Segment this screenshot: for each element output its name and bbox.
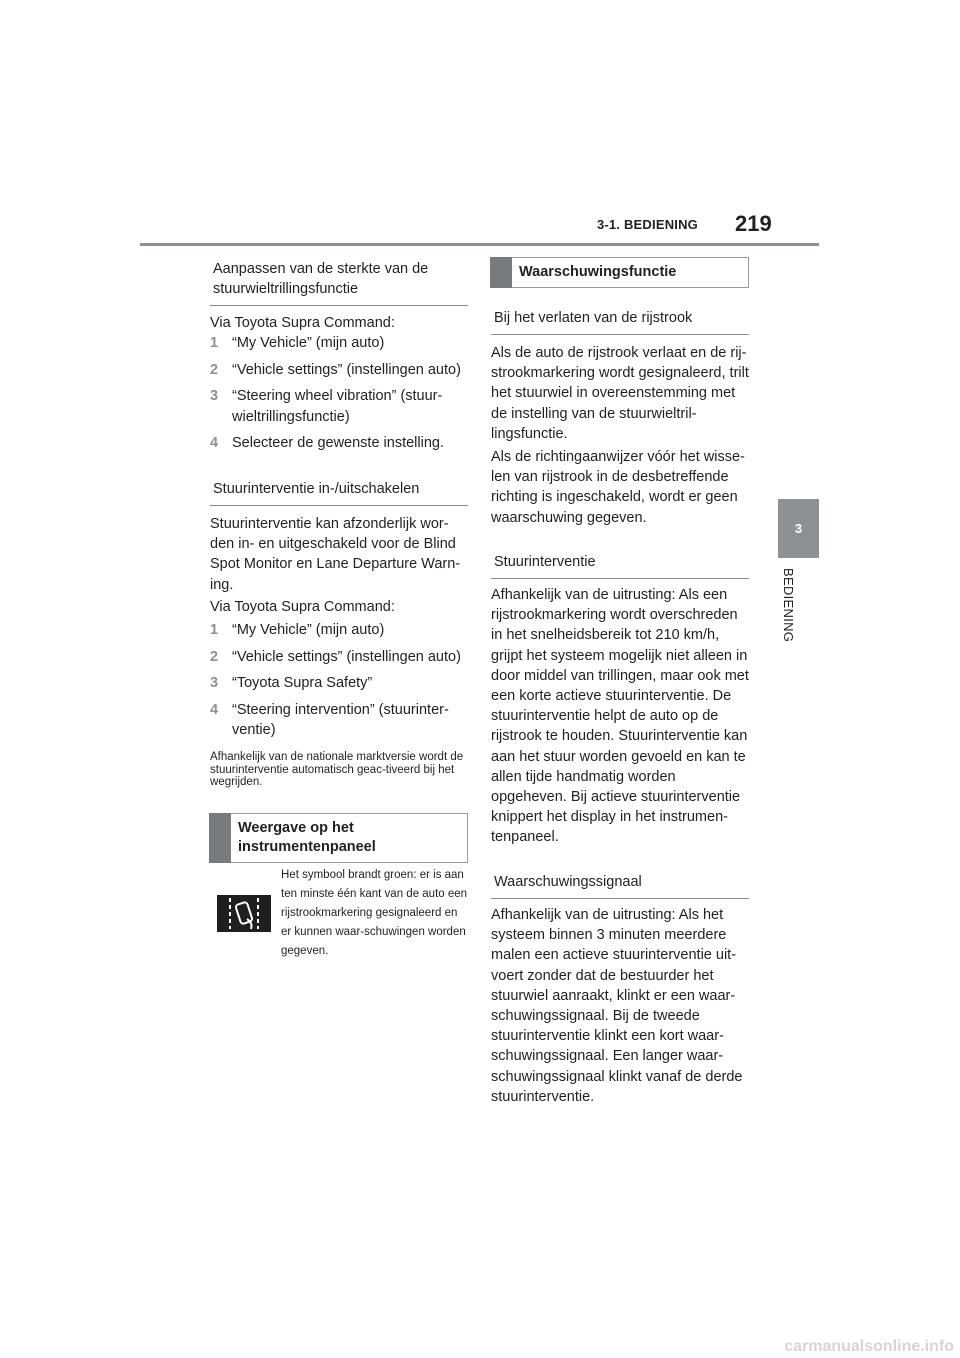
market-note: Afhankelijk van de nationale marktversie wordt de stuurinterventie automatisch geac-tiveerd bij het wegrijden. bbox=[210, 751, 464, 788]
intervention-heading: Stuurinterventie in-/uitschakelen bbox=[210, 479, 468, 506]
list-item: 4 Selecteer de gewenste instelling. bbox=[210, 435, 444, 452]
list-item: 2 “Vehicle settings” (instellingen auto) bbox=[210, 361, 461, 378]
list-item: 2 “Vehicle settings” (instellingen auto) bbox=[210, 648, 461, 665]
list-item: 1 “My Vehicle” (mijn auto) bbox=[210, 622, 385, 638]
heading-bar bbox=[209, 813, 231, 863]
warning-signal-heading: Waarschuwingssignaal bbox=[491, 872, 749, 899]
watermark: carmanualsonline.info bbox=[784, 1338, 954, 1355]
leaving-paragraph-2: Als de richtingaanwijzer vóór het wisse-len van rijstrook in de desbetreffende richting is ingeschakeld, wordt er geen waarschuwing gegeven. bbox=[491, 449, 745, 526]
list-item: 1 “My Vehicle” (mijn auto) bbox=[210, 335, 385, 351]
leaving-paragraph-1: Als de auto de rijstrook verlaat en de rij-strookmarkering wordt gesignaleerd, trilt het stuurwiel in overeenstemming met de instelling van de stuurwieltril-lingsfunctie. bbox=[491, 345, 749, 442]
steps-list-2 bbox=[210, 620, 470, 747]
vibration-heading: Aanpassen van de sterkte van de stuurwieltrillingsfunctie bbox=[210, 259, 468, 306]
leaving-lane-heading: Bij het verlaten van de rijstrook bbox=[491, 308, 749, 335]
warning-heading: Waarschuwingsfunctie bbox=[490, 257, 749, 288]
via-command-2: Via Toyota Supra Command: bbox=[210, 599, 395, 615]
list-item: 4 “Steering intervention” (stuurinter-ventie) bbox=[210, 702, 449, 739]
chapter-title: BEDIENING bbox=[781, 568, 796, 643]
header-rule bbox=[140, 243, 819, 246]
steering-paragraph: Afhankelijk van de uitrusting: Als een rijstrookmarkering wordt overschreden in het snelheidsbereik tot 210 km/h, grijpt het systeem mogelijk niet alleen in door middel van trillingen, maar ook met een korte actieve stuurinterventie. De stuurinterventie helpt de auto op de rijstrook te houden. Stuurinterventie kan aan het stuur worden gevoeld en kan te allen tijde handmatig worden opgeheven. Bij actieve stuurinterventie knippert het display in het instrumen-tenpaneel. bbox=[491, 587, 749, 846]
via-command-1: Via Toyota Supra Command: bbox=[210, 315, 395, 331]
intervention-text: Stuurinterventie kan afzonderlijk wor-den in- en uitgeschakeld voor de Blind Spot Monitor en Lane Departure Warn-ing. bbox=[210, 516, 461, 593]
list-item: 3 “Steering wheel vibration” (stuur-wieltrillingsfunctie) bbox=[210, 388, 443, 425]
chapter-number: 3 bbox=[794, 521, 803, 536]
display-heading: Weergave op het instrumentenpaneel bbox=[209, 813, 468, 863]
lane-keep-steering-icon bbox=[217, 895, 271, 932]
heading-bar bbox=[490, 257, 512, 288]
icon-description: Het symbool brandt groen: er is aan ten minste één kant van de auto een rijstrookmarkering gesignaleerd en er kunnen waar-schuwingen worden gegeven. bbox=[281, 869, 468, 957]
steps-list-1 bbox=[210, 333, 470, 460]
signal-paragraph: Afhankelijk van de uitrusting: Als het systeem binnen 3 minuten meerdere malen een actieve stuurinterventie uit-voert zonder dat de bestuurder het stuurwiel aanraakt, klinkt er een waar-schuwingssignaal. Bij de tweede stuurinterventie klinkt een kort waar-schuwingssignaal. Een langer waar-schuwingssignaal klinkt vanaf de derde stuurinterventie. bbox=[491, 907, 743, 1105]
list-item: 3 “Toyota Supra Safety” bbox=[210, 675, 373, 692]
page-number: 219 bbox=[735, 211, 772, 236]
section-label: 3-1. BEDIENING bbox=[596, 217, 698, 232]
chapter-side-label bbox=[781, 568, 813, 648]
steering-intervention-heading: Stuurinterventie bbox=[491, 552, 749, 579]
chapter-tab bbox=[778, 499, 819, 558]
